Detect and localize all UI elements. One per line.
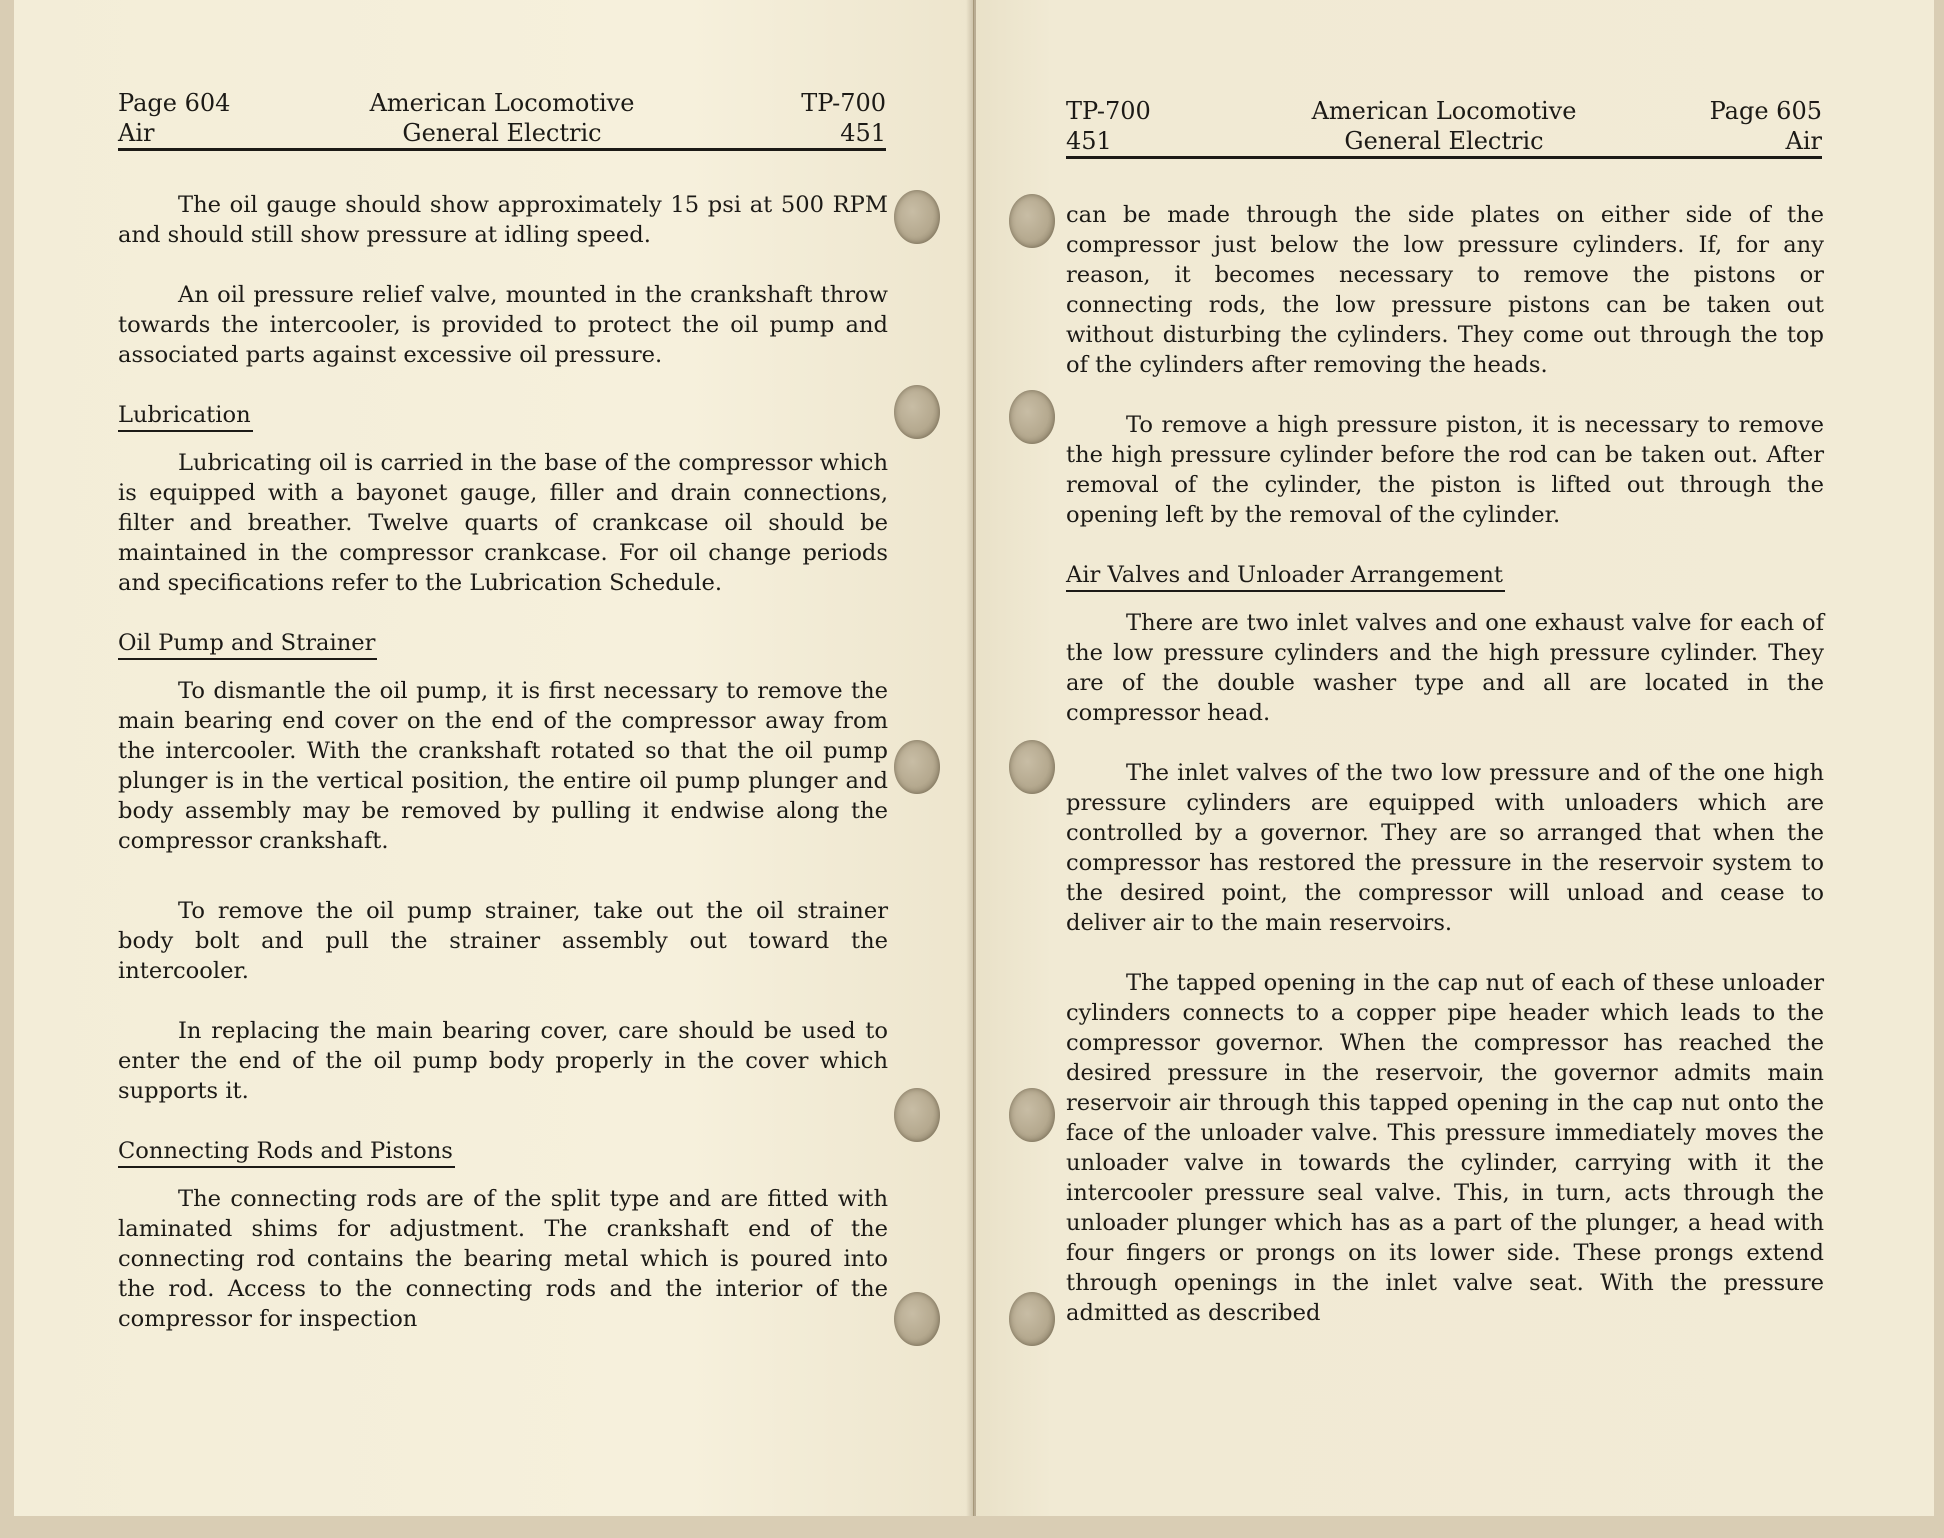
left-page: [14, 0, 974, 1516]
header-subtitle: General Electric: [402, 119, 602, 147]
binder-hole: [894, 385, 940, 439]
binder-hole: [1009, 740, 1055, 794]
paragraph: The connecting rods are of the split type and are fitted with laminated shims for adjustment. The crankshaft end of the connecting rod contains the bearing metal which is poured into the rod. Access to the connecting rods and the interior of the compressor for inspection: [118, 1186, 888, 1332]
section-heading: Oil Pump and Strainer: [118, 628, 377, 660]
paragraph: There are two inlet valves and one exhaust valve for each of the low pressure cylinders and the high pressure cylinder. They are of the double washer type and all are located in the compressor head.: [1066, 610, 1824, 726]
left-page-body: [118, 190, 888, 1364]
paragraph: To dismantle the oil pump, it is first necessary to remove the main bearing end cover on the end of the compressor away from the intercooler. With the crankshaft rotated so that the oil pump plunger is in the vertical position, the entire oil pump plunger and body assembly may be removed by pulling it endwise along the compressor crankshaft.: [118, 678, 888, 854]
document-code: TP-700: [801, 89, 886, 117]
binder-hole: [1009, 1088, 1055, 1142]
binder-hole: [1009, 390, 1055, 444]
paragraph: To remove the oil pump strainer, take out the oil strainer body bolt and pull the strainer assembly out toward the intercooler.: [118, 898, 888, 984]
paragraph: An oil pressure relief valve, mounted in the crankshaft throw towards the intercooler, is provided to protect the oil pump and associated parts against excessive oil pressure.: [118, 282, 888, 368]
paragraph: can be made through the side plates on either side of the compressor just below the low pressure cylinders. If, for any reason, it becomes necessary to remove the pistons or connecting rods, the low pressure pistons can be taken out without disturbing the cylinders. They come out through the top of the cylinders after removing the heads.: [1066, 202, 1824, 378]
header-subtitle: General Electric: [1344, 127, 1544, 155]
page-number: Page 604: [118, 89, 231, 117]
paragraph: Lubricating oil is carried in the base of the compressor which is equipped with a bayonet gauge, filler and drain connections, filter and breather. Twelve quarts of crankcase oil should be maintained in the compressor crankcase. For oil change periods and specifications refer to the Lubrication Schedule.: [118, 450, 888, 596]
header-title: American Locomotive: [369, 89, 635, 117]
binder-hole: [894, 1088, 940, 1142]
paragraph: The tapped opening in the cap nut of each of these unloader cylinders connects to a copper pipe header which leads to the compressor governor. When the compressor has reached the desired pressure in the reservoir, the governor admits main reservoir air through this tapped opening in the cap nut onto the face of the unloader valve. This pressure immediately moves the unloader valve in towards the cylinder, carrying with it the intercooler pressure seal valve. This, in turn, acts through the unloader plunger which has as a part of the plunger, a head with four fingers or prongs on its lower side. These prongs extend through openings in the inlet valve seat. With the pressure admitted as described: [1066, 970, 1824, 1326]
binder-hole: [1009, 1292, 1055, 1346]
binder-hole: [894, 740, 940, 794]
right-page: [976, 0, 1934, 1516]
right-page-header: [1066, 96, 1822, 159]
binder-hole: [894, 1292, 940, 1346]
section-name: Air: [1785, 127, 1822, 155]
page-number: Page 605: [1709, 97, 1822, 125]
left-page-header: [118, 88, 886, 151]
paragraph: To remove a high pressure piston, it is necessary to remove the high pressure cylinder before the rod can be taken out. After removal of the cylinder, the piston is lifted out through the opening left by the removal of the cylinder.: [1066, 412, 1824, 528]
header-title: American Locomotive: [1311, 97, 1577, 125]
document-number: 451: [840, 119, 886, 147]
document-number: 451: [1066, 127, 1112, 155]
section-heading: Air Valves and Unloader Arrangement: [1066, 560, 1505, 592]
paragraph: The inlet valves of the two low pressure and of the one high pressure cylinders are equipped with unloaders which are controlled by a governor. They are so arranged that when the compressor has restored the pressure in the reservoir system to the desired point, the compressor will unload and cease to deliver air to the main reservoirs.: [1066, 760, 1824, 936]
binder-hole: [1009, 194, 1055, 248]
paragraph: The oil gauge should show approximately 15 psi at 500 RPM and should still show pressure at idling speed.: [118, 192, 888, 248]
section-heading: Connecting Rods and Pistons: [118, 1136, 455, 1168]
section-name: Air: [118, 119, 155, 147]
section-heading: Lubrication: [118, 400, 253, 432]
binder-hole: [894, 190, 940, 244]
right-page-body: [1066, 200, 1824, 1358]
document-code: TP-700: [1066, 97, 1151, 125]
paragraph: In replacing the main bearing cover, care should be used to enter the end of the oil pump body properly in the cover which supports it.: [118, 1018, 888, 1104]
